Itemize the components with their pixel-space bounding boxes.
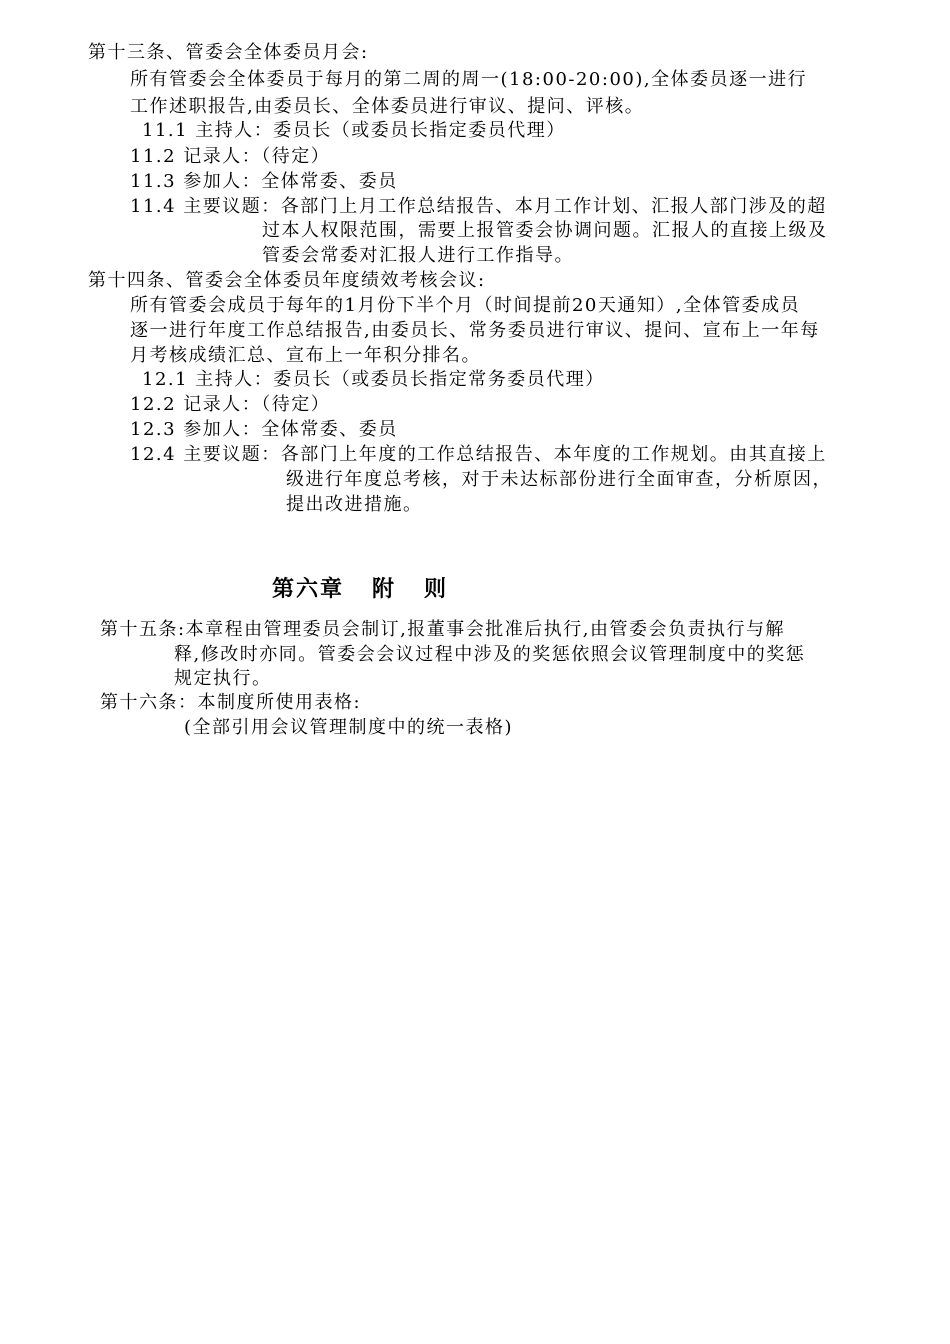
chapter-title-char: 则 xyxy=(424,576,449,602)
chapter-heading xyxy=(272,577,448,601)
article13-agenda-cont: 管委会常委对汇报人进行工作指导。 xyxy=(262,245,574,266)
article14-item-participants: 12.3 参加人：全体常委、委员 xyxy=(130,419,398,440)
article14-agenda-cont: 级进行年度总考核，对于未达标部份进行全面审查，分析原因， xyxy=(286,469,832,490)
article13-item-recorder: 11.2 记录人：（待定） xyxy=(130,146,331,167)
article13-item-participants: 11.3 参加人：全体常委、委员 xyxy=(130,171,398,192)
article15-line: 第十五条:本章程由管理委员会制订,报董事会批准后执行,由管委会负责执行与解 xyxy=(100,619,786,640)
article14-item-agenda: 12.4 主要议题：各部门上年度的工作总结报告、本年度的工作规划。由其直接上 xyxy=(130,444,827,465)
chapter-number: 第六章 xyxy=(272,576,345,602)
article16-title: 第十六条：本制度所使用表格: xyxy=(100,692,362,713)
article16-note: (全部引用会议管理制度中的统一表格) xyxy=(184,717,514,738)
article14-title: 第十四条、管委会全体委员年度绩效考核会议: xyxy=(88,270,486,291)
article15-line: 释,修改时亦同。管委会会议过程中涉及的奖惩依照会议管理制度中的奖惩 xyxy=(174,644,806,665)
article13-body-line: 工作述职报告,由委员长、全体委员进行审议、提问、评核。 xyxy=(130,96,645,117)
article13-title: 第十三条、管委会全体委员月会: xyxy=(88,42,369,63)
article15-line: 规定执行。 xyxy=(174,668,272,689)
article14-body-line: 所有管委会成员于每年的1月份下半个月（时间提前20天通知）,全体管委成员 xyxy=(130,295,801,316)
article14-body-line: 逐一进行年度工作总结报告,由委员长、常务委员进行审议、提问、宣布上一年每 xyxy=(130,320,820,341)
article14-item-host: 12.1 主持人：委员长（或委员长指定常务委员代理） xyxy=(142,369,605,390)
article13-agenda-cont: 过本人权限范围，需要上报管委会协调问题。汇报人的直接上级及 xyxy=(262,220,828,241)
article13-item-host: 11.1 主持人：委员长（或委员长指定委员代理） xyxy=(142,120,566,141)
article13-body-line: 所有管委会全体委员于每月的第二周的周一(18:00-20:00),全体委员逐一进行 xyxy=(130,69,808,90)
article13-item-agenda: 11.4 主要议题：各部门上月工作总结报告、本月工作计划、汇报人部门涉及的超 xyxy=(130,196,827,217)
chapter-title-char: 附 xyxy=(372,576,397,602)
article14-item-recorder: 12.2 记录人：（待定） xyxy=(130,394,331,415)
article14-agenda-cont: 提出改进措施。 xyxy=(286,494,423,515)
article14-body-line: 月考核成绩汇总、宣布上一年积分排名。 xyxy=(130,345,481,366)
